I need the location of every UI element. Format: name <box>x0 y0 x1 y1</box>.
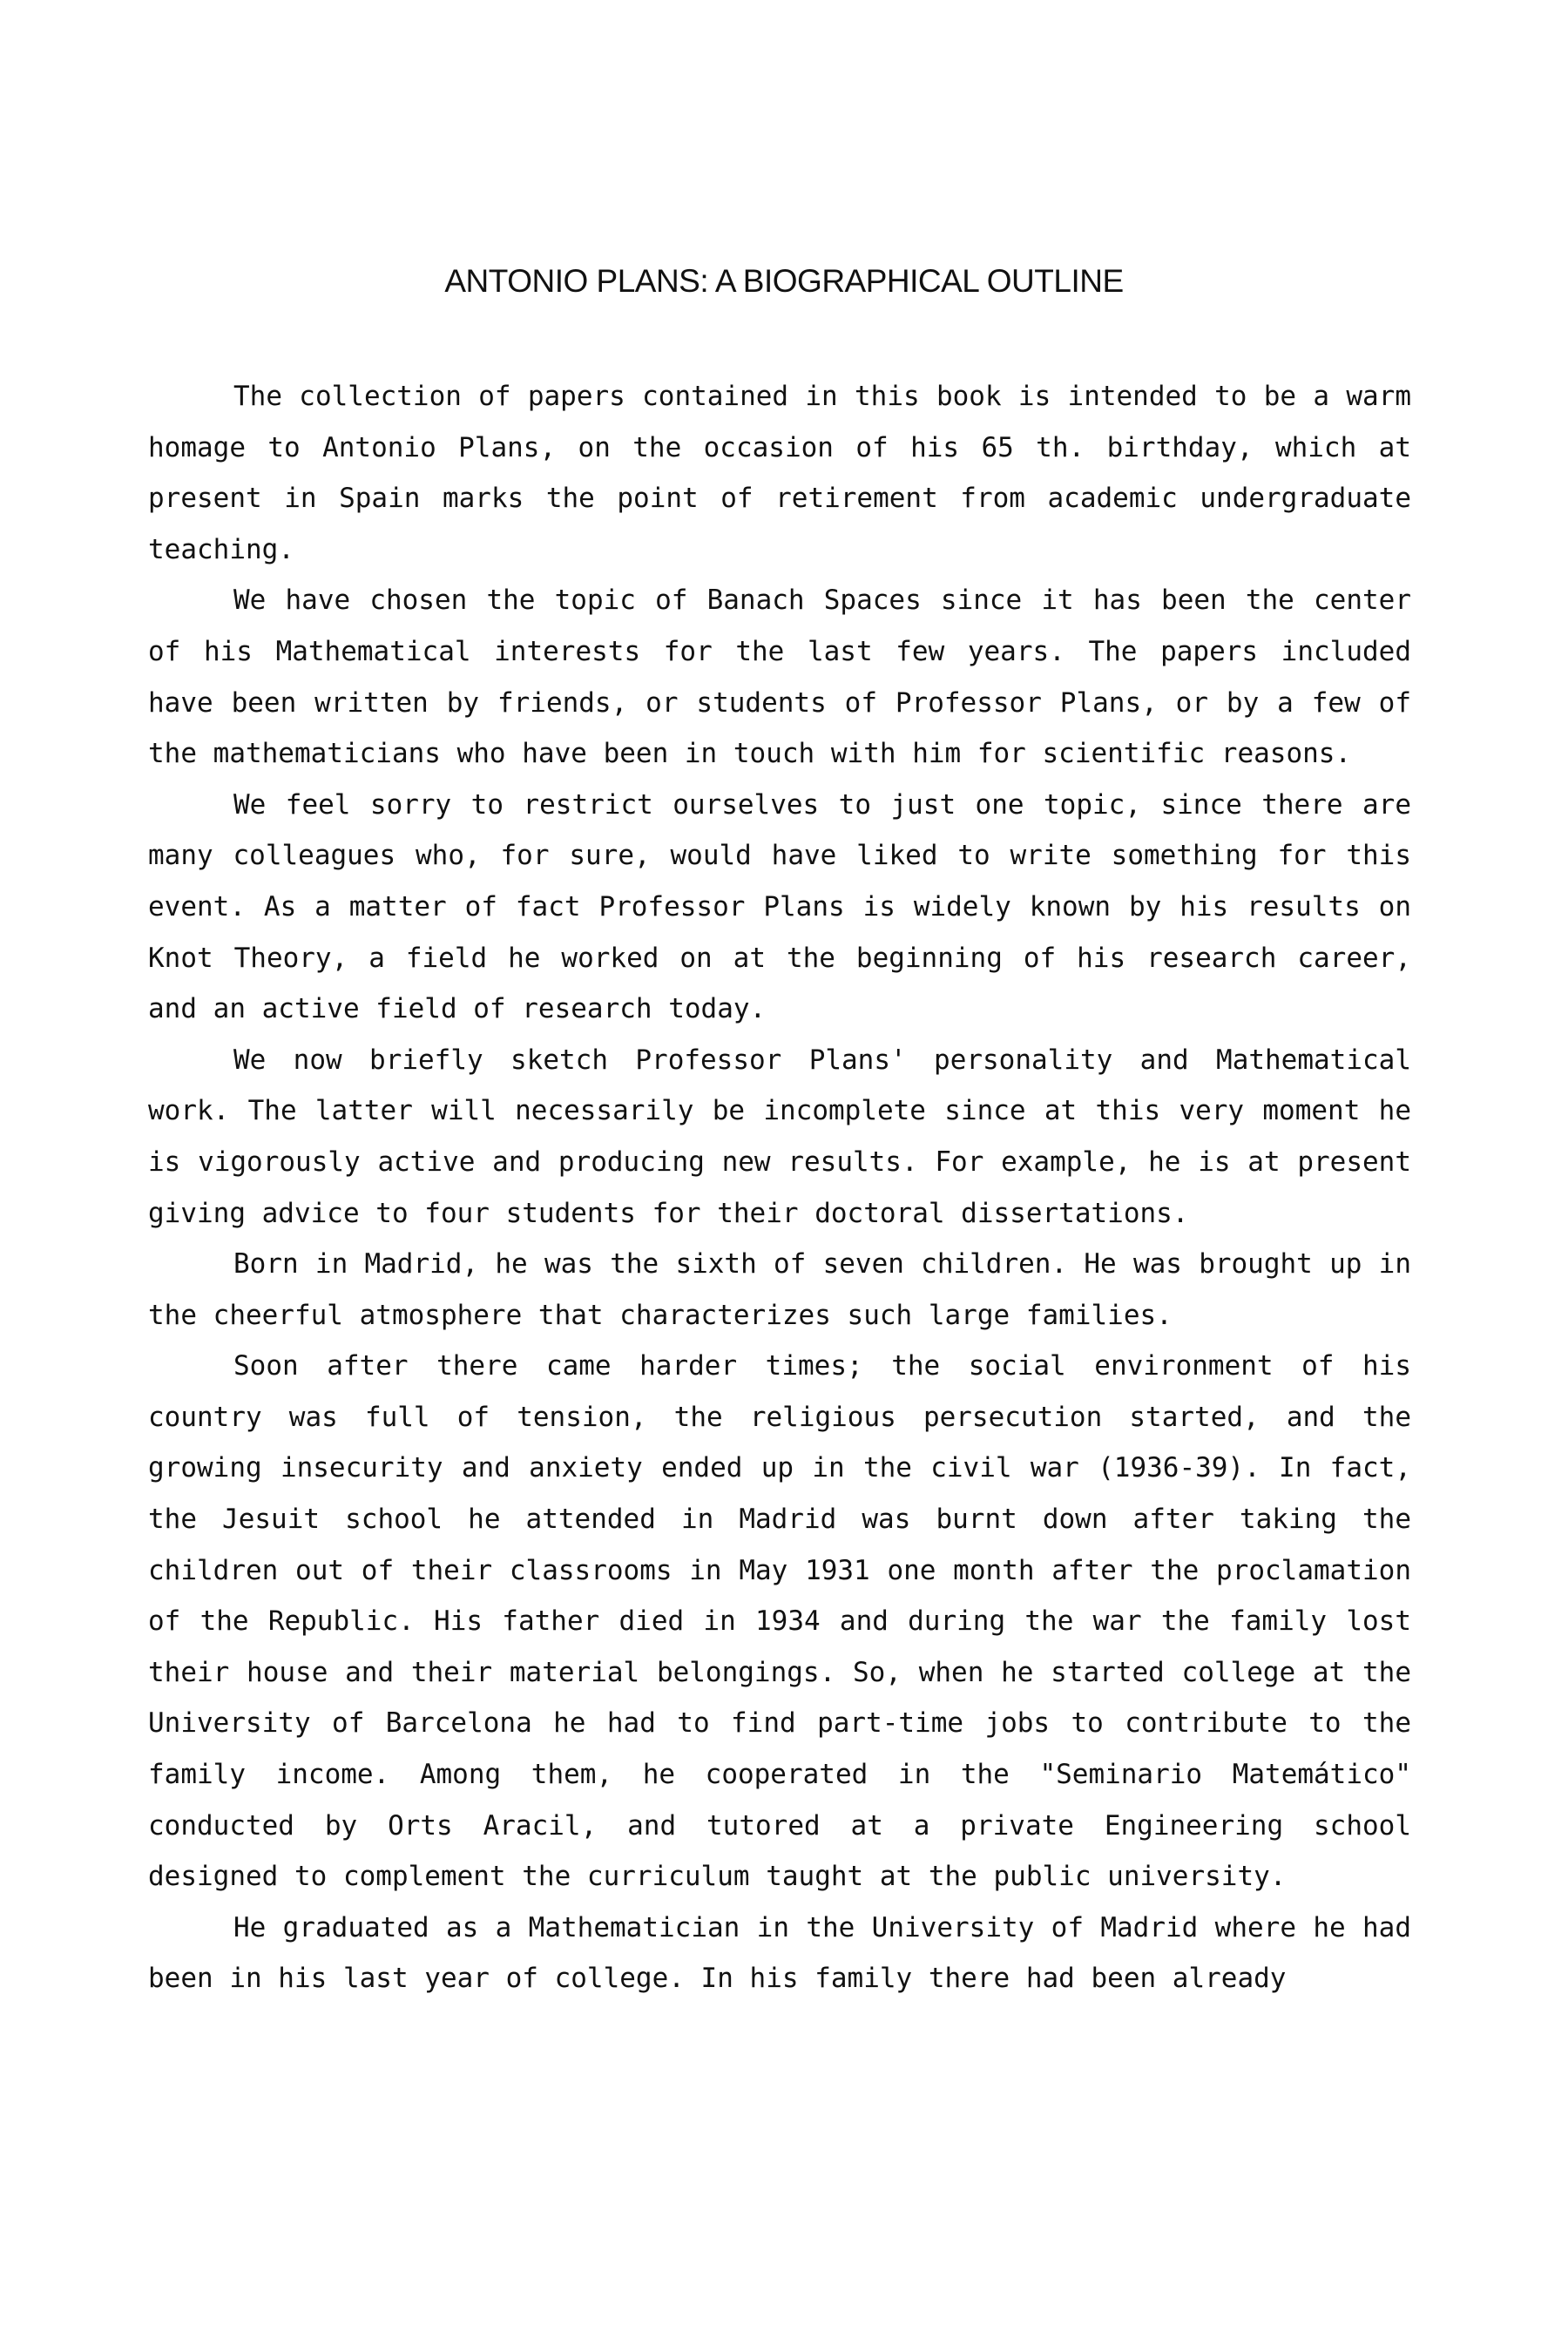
document-title: ANTONIO PLANS: A BIOGRAPHICAL OUTLINE <box>444 263 1124 299</box>
paragraph-graduation: He graduated as a Mathematician in the University of Madrid where he had been in his last year of college. In his family there had been already <box>148 1911 1411 1995</box>
paragraph-hard-times: Soon after there came harder times; the social environment of his country was full of tension, the religious persecution started, and the growing insecurity and anxiety ended up in the civil war (1936-39). In fact, the Jesuit school he attended in Madrid was burnt down after taking the children out of their classrooms in May 1931 one month after the proclamation of the Republic. His father died in 1934 and during the war the family lost their house and their material belongings. So, when he started college at the University of Barcelona he had to find part-time jobs to contribute to the family income. Among them, he cooperated in the "Seminario Matemático" conducted by Orts Aracil, and tutored at a private Engineering school designed to complement the curriculum taught at the public university. <box>148 1350 1411 1893</box>
document-body <box>148 371 1411 2004</box>
paragraph-personality: We now briefly sketch Professor Plans' personality and Mathematical work. The latter will necessarily be incomplete since at this very moment he is vigorously active and producing new results. For example, he is at present giving advice to four students for their doctoral dissertations. <box>148 1044 1411 1229</box>
paragraph-banach-spaces: We have chosen the topic of Banach Spaces since it has been the center of his Mathematical interests for the last few years. The papers included have been written by friends, or students of Professor Plans, or by a few of the mathematicians who have been in touch with him for scientific reasons. <box>148 585 1411 770</box>
paragraph-homage: The collection of papers contained in this book is intended to be a warm homage to Antonio Plans, on the occasion of his 65 th. birthday, which at present in Spain marks the point of retirement from academic undergraduate teaching. <box>148 381 1411 565</box>
paragraph-knot-theory: We feel sorry to restrict ourselves to just one topic, since there are many colleagues who, for sure, would have liked to write something for this event. As a matter of fact Professor Plans is widely known by his results on Knot Theory, a field he worked on at the beginning of his research career, and an active field of research today. <box>148 788 1411 1025</box>
paragraph-birth: Born in Madrid, he was the sixth of seven children. He was brought up in the cheerful atmosphere that characterizes such large families. <box>148 1248 1411 1331</box>
